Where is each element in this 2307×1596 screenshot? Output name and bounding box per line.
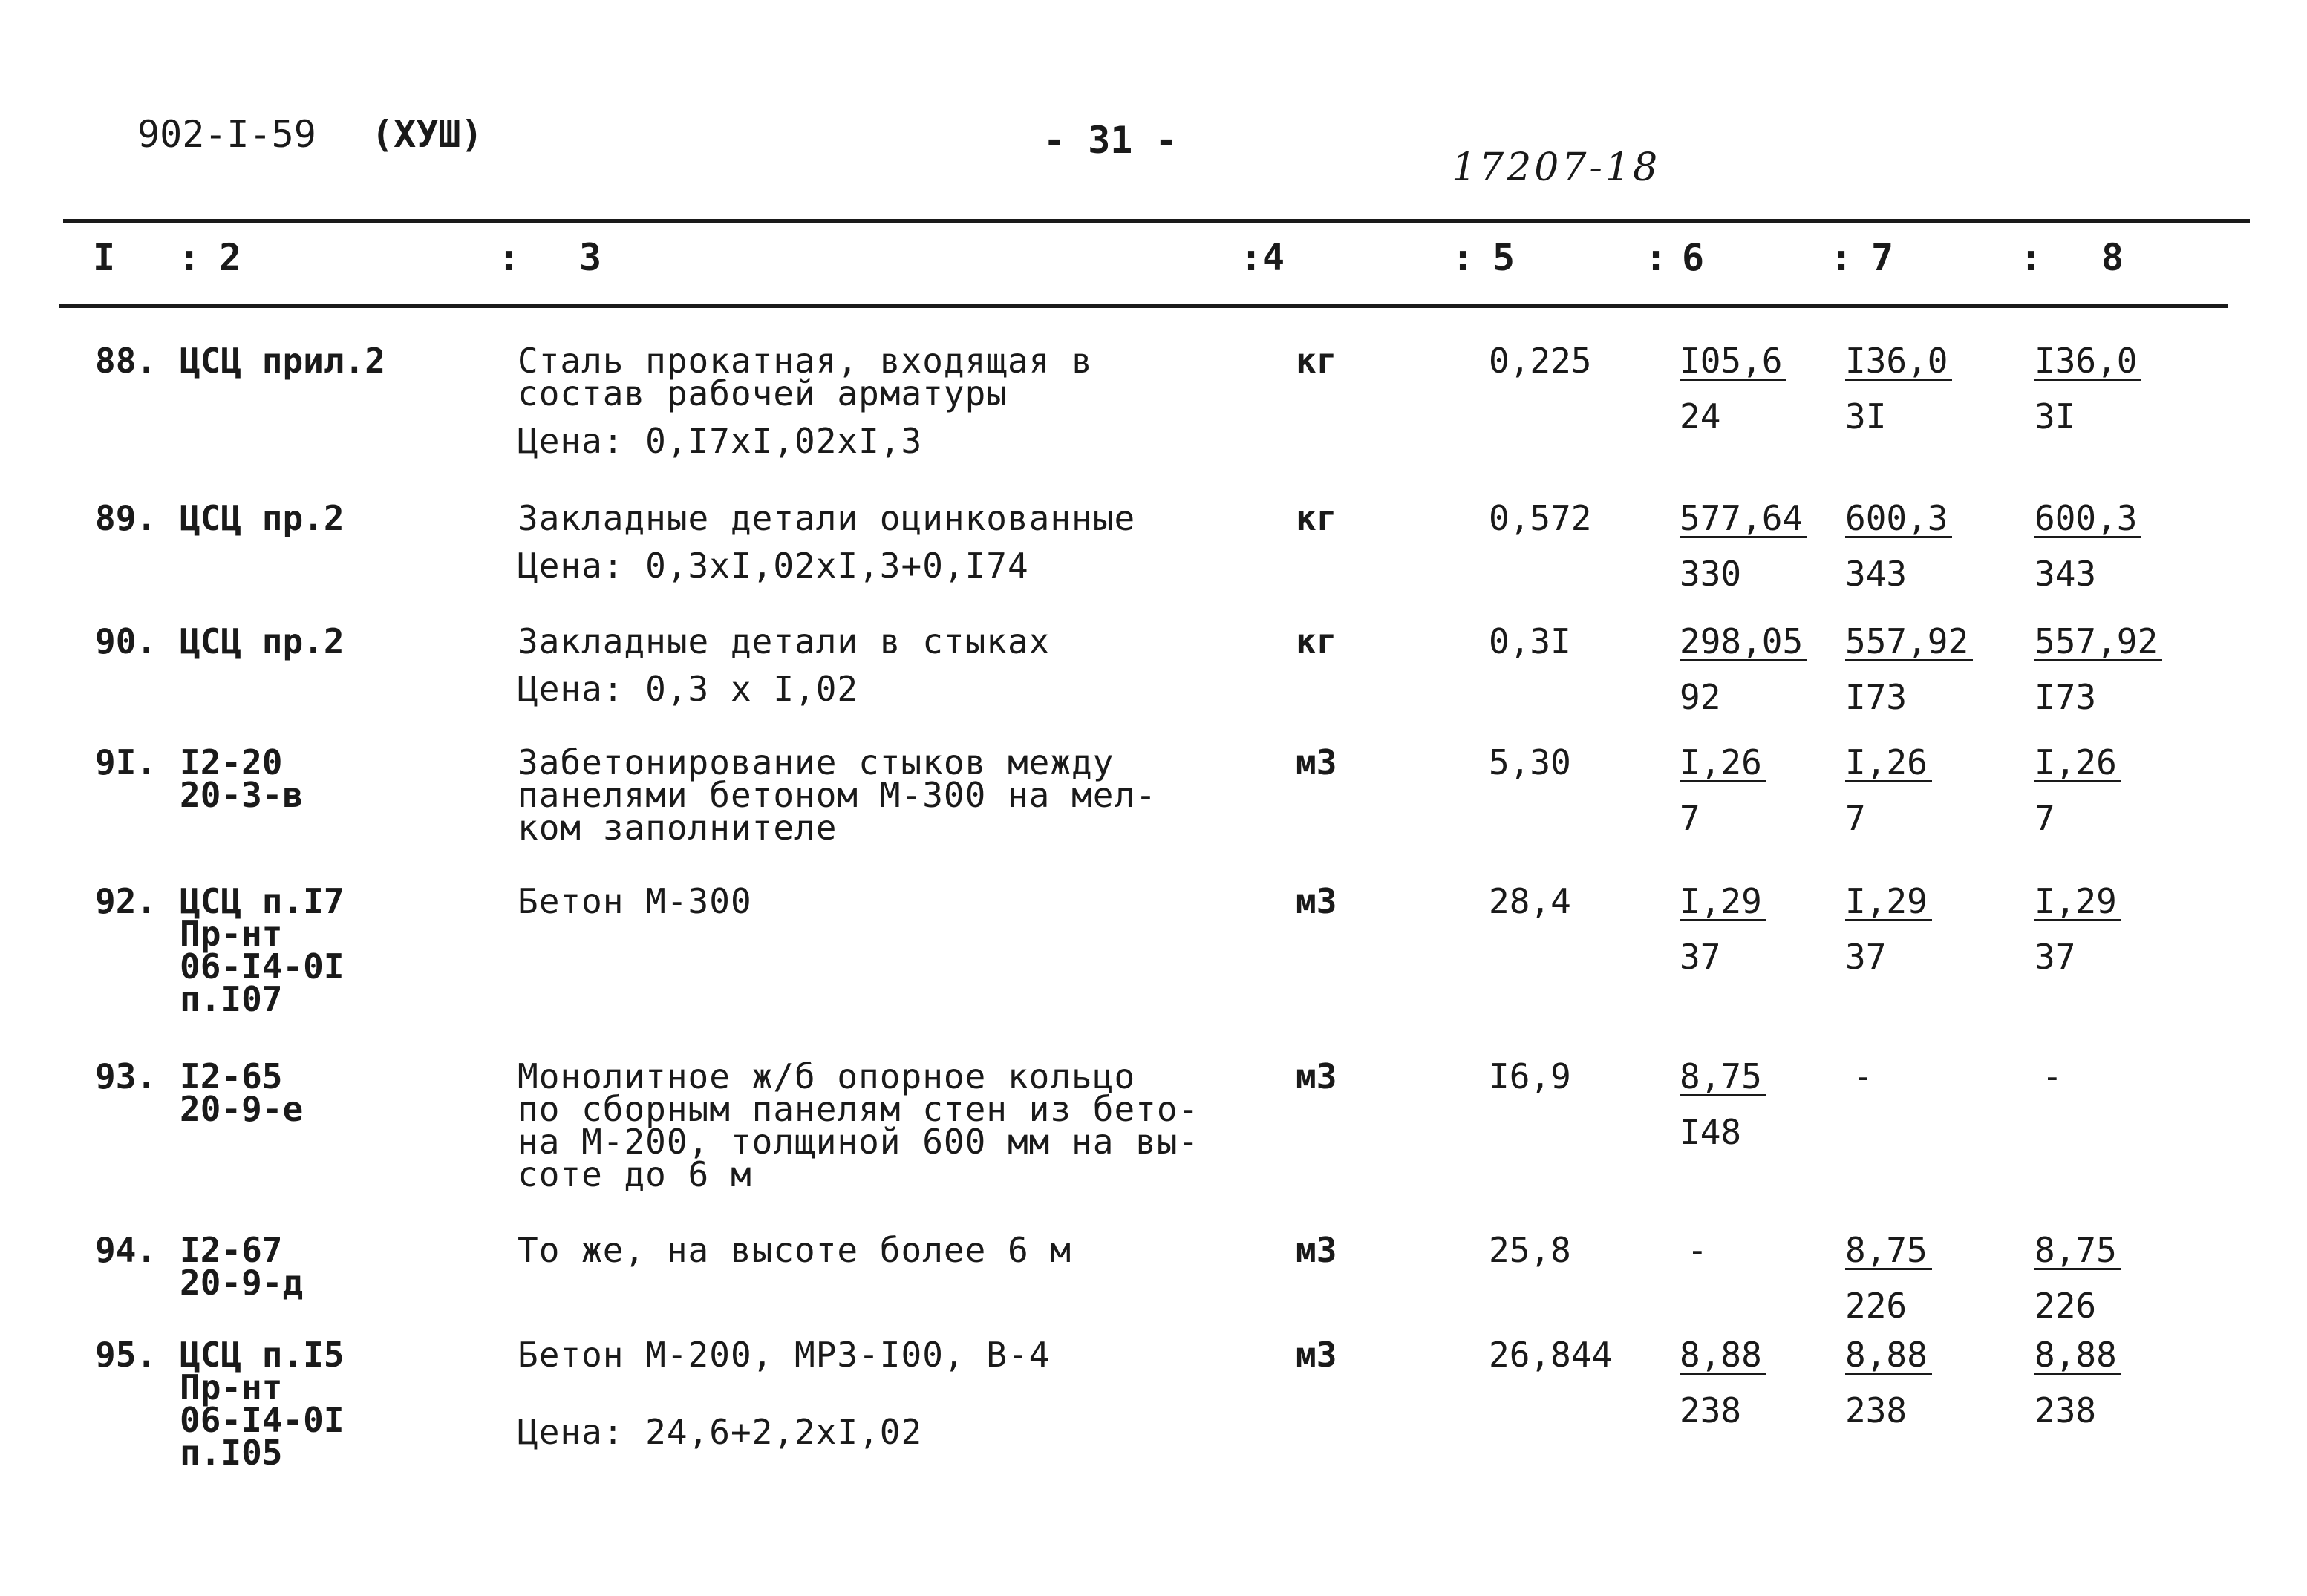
row-price: Цена: 0,I7xI,02xI,3: [518, 421, 923, 461]
row-c6-numerator: 298,05: [1680, 625, 1807, 661]
row-c7-numerator: 600,3: [1845, 502, 1952, 538]
row-c6-denominator: I48: [1680, 1112, 1742, 1152]
row-c8-numerator: 557,92: [2034, 625, 2162, 661]
column-header-3: 3: [579, 236, 602, 279]
row-description: [518, 1335, 1051, 1452]
row-number: 94.: [95, 1230, 157, 1270]
row-code: [180, 1056, 304, 1129]
row-description-line: состав рабочей арматуры: [518, 373, 1008, 413]
row-c6-value: [1680, 881, 1766, 977]
row-c6-numerator: I,26: [1680, 746, 1766, 782]
row-description-line: Монолитное ж/б опорное кольцо: [518, 1056, 1136, 1096]
row-c6-numerator: 577,64: [1680, 502, 1807, 538]
row-description: [518, 881, 752, 921]
row-c6-value: [1680, 341, 1786, 436]
row-number: 88.: [95, 341, 157, 381]
row-c6-denominator: 92: [1680, 677, 1721, 717]
row-code: [180, 1335, 345, 1473]
row-description-line: панелями бетоном М-300 на мел-: [518, 775, 1157, 815]
row-c7-denominator: 226: [1845, 1286, 1908, 1326]
document-code: 902-I-59: [137, 113, 316, 156]
row-description-line: Бетон М-200, МРЗ-I00, В-4: [518, 1335, 1051, 1375]
row-c8-numerator: 600,3: [2034, 502, 2141, 538]
row-code: [180, 1230, 304, 1303]
row-c7-value: [1845, 498, 1952, 594]
row-description-line: Бетон М-300: [518, 881, 752, 921]
column-header-5: 5: [1492, 236, 1515, 279]
section-code: (ХУШ): [371, 113, 483, 156]
row-c7-numerator: I,29: [1845, 885, 1932, 921]
row-c6-value: [1680, 1056, 1766, 1152]
row-c8-value: [2034, 621, 2162, 717]
row-number: 92.: [95, 881, 157, 921]
row-c7-value: [1845, 1335, 1932, 1430]
row-c7-denominator: 343: [1845, 554, 1908, 594]
row-code-line: Пр-нт: [180, 914, 283, 954]
row-description-line: Закладные детали в стыках: [518, 621, 1051, 661]
column-separator: :: [1240, 236, 1263, 279]
row-unit: м3: [1296, 1230, 1337, 1270]
column-separator: :: [1452, 236, 1475, 279]
row-c6-numerator: I05,6: [1680, 344, 1786, 381]
row-c8-numerator: I,29: [2034, 885, 2121, 921]
row-number: 90.: [95, 621, 157, 661]
row-c6-dash: -: [1687, 1230, 1708, 1270]
row-description: [518, 1056, 1200, 1194]
row-description-line: Закладные детали оцинкованные: [518, 498, 1136, 538]
row-c8-numerator: I,26: [2034, 746, 2121, 782]
row-quantity: 28,4: [1489, 881, 1571, 921]
row-code: [180, 621, 345, 661]
row-code: [180, 742, 304, 815]
row-c8-value: [2034, 341, 2141, 436]
row-code-line: 20-9-е: [180, 1089, 304, 1129]
row-c8-denominator: 238: [2034, 1390, 2097, 1430]
row-unit: кг: [1296, 498, 1337, 538]
row-code-line: 06-I4-0I: [180, 1400, 345, 1440]
row-description: [518, 341, 1093, 461]
row-c8-denominator: I73: [2034, 677, 2097, 717]
column-header-7: 7: [1871, 236, 1894, 279]
row-description-line: по сборным панелям стен из бето-: [518, 1089, 1200, 1129]
row-unit: м3: [1296, 1335, 1337, 1375]
row-code: [180, 881, 345, 1019]
row-description: [518, 498, 1136, 586]
row-description-line: То же, на высоте более 6 м: [518, 1230, 1072, 1270]
row-c6-denominator: 330: [1680, 554, 1742, 594]
row-c8-dash: -: [2042, 1056, 2063, 1096]
row-unit: кг: [1296, 621, 1337, 661]
row-quantity: 25,8: [1489, 1230, 1571, 1270]
row-c6-numerator: 8,75: [1680, 1060, 1766, 1096]
row-c8-value: [2034, 498, 2141, 594]
row-c6-denominator: 24: [1680, 396, 1721, 436]
row-code-line: 20-3-в: [180, 775, 304, 815]
row-quantity: 0,3I: [1489, 621, 1571, 661]
row-code-line: 06-I4-0I: [180, 946, 345, 987]
row-c6-denominator: 37: [1680, 937, 1721, 977]
row-description: [518, 1230, 1072, 1270]
row-code-line: п.I07: [180, 979, 283, 1019]
row-quantity: 0,572: [1489, 498, 1592, 538]
row-unit: м3: [1296, 1056, 1337, 1096]
header-bottom-rule: [59, 304, 2228, 308]
row-number: 95.: [95, 1335, 157, 1375]
row-c6-numerator: I,29: [1680, 885, 1766, 921]
row-c6-value: [1680, 621, 1807, 717]
column-separator: :: [178, 236, 201, 279]
row-quantity: I6,9: [1489, 1056, 1571, 1096]
row-description-line: Сталь прокатная, входящая в: [518, 341, 1093, 381]
row-c7-dash: -: [1853, 1056, 1873, 1096]
row-code-line: ЦСЦ прил.2: [180, 341, 385, 381]
row-code-line: ЦСЦ п.I7: [180, 881, 345, 921]
row-c7-value: [1845, 881, 1932, 977]
row-description: [518, 621, 1051, 709]
row-code-line: ЦСЦ пр.2: [180, 621, 345, 661]
row-quantity: 0,225: [1489, 341, 1592, 381]
row-c7-denominator: 37: [1845, 937, 1887, 977]
row-c8-value: [2034, 1230, 2121, 1326]
row-unit: кг: [1296, 341, 1337, 381]
row-number: 89.: [95, 498, 157, 538]
row-c8-denominator: 3I: [2034, 396, 2076, 436]
row-c6-value: [1680, 742, 1766, 838]
row-c6-value: [1680, 498, 1807, 594]
row-c7-denominator: I73: [1845, 677, 1908, 717]
top-rule: [63, 219, 2250, 223]
row-price: Цена: 0,3xI,02xI,3+0,I74: [518, 546, 1029, 586]
column-separator: :: [2020, 236, 2043, 279]
row-price: Цена: 0,3 x I,02: [518, 669, 859, 709]
row-c7-numerator: 8,75: [1845, 1234, 1932, 1270]
row-description-line: соте до 6 м: [518, 1154, 752, 1194]
row-unit: м3: [1296, 742, 1337, 782]
row-code-line: 20-9-д: [180, 1263, 304, 1303]
row-c6-numerator: 8,88: [1680, 1338, 1766, 1375]
column-header-1: I: [93, 236, 116, 279]
row-c6-denominator: 7: [1680, 798, 1700, 838]
page-number: - 31 -: [1043, 119, 1178, 162]
row-number: 9I.: [95, 742, 157, 782]
row-c8-denominator: 343: [2034, 554, 2097, 594]
row-c7-value: [1845, 621, 1973, 717]
column-separator: :: [1830, 236, 1853, 279]
row-quantity: 26,844: [1489, 1335, 1613, 1375]
row-quantity: 5,30: [1489, 742, 1571, 782]
row-description-line: на М-200, толщиной 600 мм на вы-: [518, 1122, 1200, 1162]
row-c8-numerator: 8,88: [2034, 1338, 2121, 1375]
row-code-line: ЦСЦ п.I5: [180, 1335, 345, 1375]
handwritten-number: 17207-18: [1452, 145, 1661, 190]
row-c8-numerator: 8,75: [2034, 1234, 2121, 1270]
column-header-8: 8: [2101, 236, 2124, 279]
row-code-line: I2-65: [180, 1056, 283, 1096]
row-code: [180, 498, 345, 538]
row-c8-denominator: 226: [2034, 1286, 2097, 1326]
column-separator: :: [497, 236, 521, 279]
row-c7-numerator: I,26: [1845, 746, 1932, 782]
row-code-line: ЦСЦ пр.2: [180, 498, 345, 538]
row-code: [180, 341, 385, 381]
row-code-line: I2-20: [180, 742, 283, 782]
row-c7-denominator: 7: [1845, 798, 1866, 838]
row-c7-numerator: 557,92: [1845, 625, 1973, 661]
row-c7-value: [1845, 742, 1932, 838]
row-code-line: I2-67: [180, 1230, 283, 1270]
row-c7-denominator: 238: [1845, 1390, 1908, 1430]
column-header-2: 2: [219, 236, 242, 279]
column-header-6: 6: [1682, 236, 1705, 279]
row-description: [518, 742, 1157, 848]
row-code-line: п.I05: [180, 1433, 283, 1473]
row-price: Цена: 24,6+2,2xI,02: [518, 1412, 923, 1452]
row-description-line: ком заполнителе: [518, 808, 838, 848]
row-c7-value: [1845, 341, 1952, 436]
row-c6-denominator: 238: [1680, 1390, 1742, 1430]
row-c8-value: [2034, 742, 2121, 838]
row-c7-denominator: 3I: [1845, 396, 1887, 436]
row-c6-value: [1680, 1335, 1766, 1430]
row-c8-numerator: I36,0: [2034, 344, 2141, 381]
row-c8-denominator: 37: [2034, 937, 2076, 977]
column-header-4: 4: [1262, 236, 1285, 279]
row-c8-denominator: 7: [2034, 798, 2055, 838]
row-code-line: Пр-нт: [180, 1367, 283, 1407]
row-number: 93.: [95, 1056, 157, 1096]
row-description-line: Забетонирование стыков между: [518, 742, 1115, 782]
row-c7-numerator: I36,0: [1845, 344, 1952, 381]
row-c7-value: [1845, 1230, 1932, 1326]
row-c8-value: [2034, 881, 2121, 977]
column-separator: :: [1645, 236, 1668, 279]
row-c7-numerator: 8,88: [1845, 1338, 1932, 1375]
row-unit: м3: [1296, 881, 1337, 921]
row-c8-value: [2034, 1335, 2121, 1430]
